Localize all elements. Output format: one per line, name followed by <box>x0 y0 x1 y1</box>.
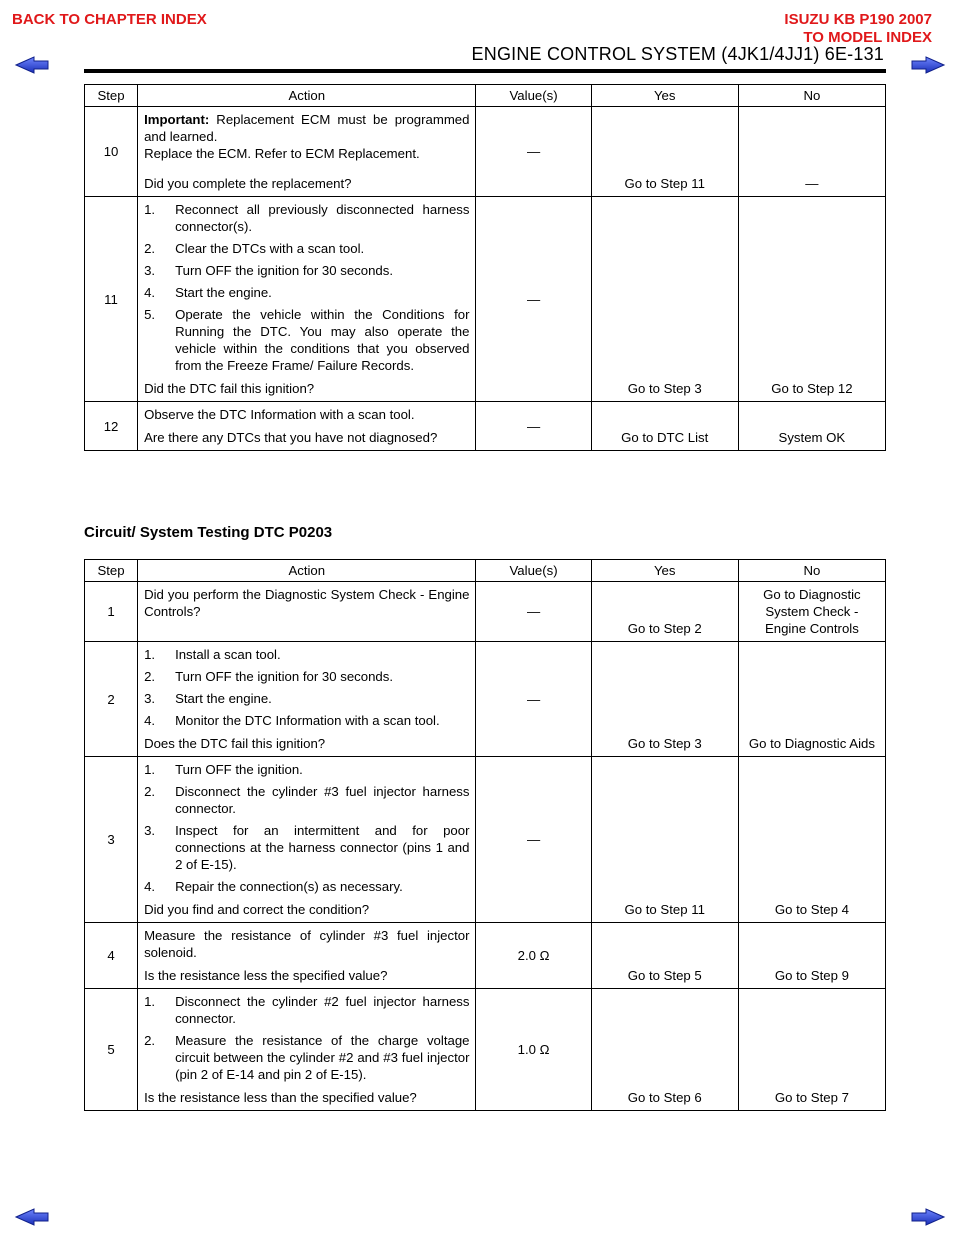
action-cell <box>138 642 476 757</box>
yes-cell: Go to Step 6 <box>591 989 738 1111</box>
action-list <box>144 993 469 1083</box>
model-nav <box>784 11 932 47</box>
table-header-row <box>85 85 886 107</box>
value-cell: — <box>476 402 591 451</box>
value-cell: — <box>476 757 591 923</box>
no-cell: — <box>738 107 885 197</box>
list-item: 1. Turn OFF the ignition. <box>144 762 303 777</box>
list-item: 4. Monitor the DTC Information with a scan tool. <box>144 713 440 728</box>
yes-cell: Go to Step 2 <box>591 582 738 642</box>
list-item: 3. Inspect for an intermittent and for poor connections at the harness connector (pins 1 and 2 of E-15). <box>144 823 470 872</box>
value-cell: — <box>476 107 591 197</box>
to-model-index-link[interactable]: TO MODEL INDEX <box>803 29 932 46</box>
list-item: 2. Turn OFF the ignition for 30 seconds. <box>144 669 394 684</box>
model-title: ISUZU KB P190 2007 <box>784 11 932 28</box>
action-cell <box>138 757 476 923</box>
list-item: 3. Turn OFF the ignition for 30 seconds. <box>144 263 394 278</box>
yes-cell: Go to Step 11 <box>591 757 738 923</box>
action-question: Is the resistance less the specified value? <box>144 968 388 983</box>
yes-cell: Go to Step 3 <box>591 642 738 757</box>
yes-cell: Go to Step 3 <box>591 197 738 402</box>
col-values: Value(s) <box>476 560 591 582</box>
list-item: 2. Clear the DTCs with a scan tool. <box>144 241 365 256</box>
col-yes: Yes <box>591 560 738 582</box>
step-number: 5 <box>85 989 138 1111</box>
value-cell: 2.0 Ω <box>476 923 591 989</box>
no-cell: Go to Step 7 <box>738 989 885 1111</box>
action-cell <box>138 989 476 1111</box>
list-item: 4. Start the engine. <box>144 285 272 300</box>
step-number: 11 <box>85 197 138 402</box>
no-cell: System OK <box>738 402 885 451</box>
action-line: Replace the ECM. Refer to ECM Replacement. <box>144 146 420 161</box>
next-page-arrow-icon[interactable] <box>910 56 946 74</box>
col-step: Step <box>85 85 138 107</box>
action-line: Observe the DTC Information with a scan tool. <box>144 407 415 422</box>
no-cell: Go to Diagnostic Aids <box>738 642 885 757</box>
action-question: Did the DTC fail this ignition? <box>144 381 315 396</box>
action-question: Did you perform the Diagnostic System Check - Engine Controls? <box>144 587 470 619</box>
action-list <box>144 201 469 374</box>
no-cell: Go to Step 12 <box>738 197 885 402</box>
list-item: 1. Disconnect the cylinder #2 fuel injector harness connector. <box>144 994 470 1026</box>
action-list <box>144 646 469 729</box>
table-row <box>85 402 886 451</box>
list-item: 4. Repair the connection(s) as necessary. <box>144 879 403 894</box>
yes-cell: Go to DTC List <box>591 402 738 451</box>
step-number: 10 <box>85 107 138 197</box>
list-item: 5. Operate the vehicle within the Conditions for Running the DTC. You may also operate the vehicle within the conditions that you observed from the Freeze Frame/ Failure Records. <box>144 307 470 373</box>
col-no: No <box>738 560 885 582</box>
step-number: 4 <box>85 923 138 989</box>
action-cell <box>138 107 476 197</box>
table-row <box>85 757 886 923</box>
value-cell: 1.0 Ω <box>476 989 591 1111</box>
action-question: Did you find and correct the condition? <box>144 902 370 917</box>
action-cell <box>138 197 476 402</box>
action-cell <box>138 582 476 642</box>
page-header-title: ENGINE CONTROL SYSTEM (4JK1/4JJ1) 6E-131 <box>471 44 884 64</box>
value-cell: — <box>476 197 591 402</box>
table-row <box>85 582 886 642</box>
no-cell: Go to Diagnostic System Check - Engine Controls <box>738 582 885 642</box>
list-item: 1. Install a scan tool. <box>144 647 281 662</box>
step-number: 2 <box>85 642 138 757</box>
action-question: Did you complete the replacement? <box>144 176 352 191</box>
header-rule <box>84 69 886 73</box>
action-line: Measure the resistance of cylinder #3 fuel injector solenoid. <box>144 928 470 960</box>
value-cell: — <box>476 642 591 757</box>
col-no: No <box>738 85 885 107</box>
col-step: Step <box>85 560 138 582</box>
table-row <box>85 989 886 1111</box>
action-cell <box>138 923 476 989</box>
list-item: 3. Start the engine. <box>144 691 272 706</box>
table-row <box>85 923 886 989</box>
step-number: 1 <box>85 582 138 642</box>
action-list <box>144 761 469 895</box>
prev-page-arrow-bottom-icon[interactable] <box>14 1208 50 1226</box>
diagnostic-table-continued <box>84 84 886 451</box>
action-question: Does the DTC fail this ignition? <box>144 736 326 751</box>
next-page-arrow-bottom-icon[interactable] <box>910 1208 946 1226</box>
col-yes: Yes <box>591 85 738 107</box>
important-note: Important: Replacement ECM must be programmed and learned. <box>144 112 470 144</box>
col-values: Value(s) <box>476 85 591 107</box>
list-item: 1. Reconnect all previously disconnected harness connector(s). <box>144 202 470 234</box>
yes-cell: Go to Step 5 <box>591 923 738 989</box>
action-question: Is the resistance less than the specified value? <box>144 1090 417 1105</box>
action-cell <box>138 402 476 451</box>
table-row <box>85 642 886 757</box>
col-action: Action <box>138 560 476 582</box>
no-cell: Go to Step 4 <box>738 757 885 923</box>
list-item: 2. Disconnect the cylinder #3 fuel injector harness connector. <box>144 784 470 816</box>
back-to-chapter-index-link[interactable]: BACK TO CHAPTER INDEX <box>12 11 207 28</box>
step-number: 12 <box>85 402 138 451</box>
prev-page-arrow-icon[interactable] <box>14 56 50 74</box>
no-cell: Go to Step 9 <box>738 923 885 989</box>
action-question: Are there any DTCs that you have not diagnosed? <box>144 430 438 445</box>
value-cell: — <box>476 582 591 642</box>
list-item: 2. Measure the resistance of the charge voltage circuit between the cylinder #2 and #3 fuel injector (pin 2 of E-14 and pin 2 of E-15). <box>144 1033 470 1082</box>
col-action: Action <box>138 85 476 107</box>
table-row <box>85 197 886 402</box>
table-header-row <box>85 560 886 582</box>
table-row <box>85 107 886 197</box>
section-title: Circuit/ System Testing DTC P0203 <box>84 524 333 541</box>
yes-cell: Go to Step 11 <box>591 107 738 197</box>
circuit-system-testing-table <box>84 559 886 1111</box>
step-number: 3 <box>85 757 138 923</box>
